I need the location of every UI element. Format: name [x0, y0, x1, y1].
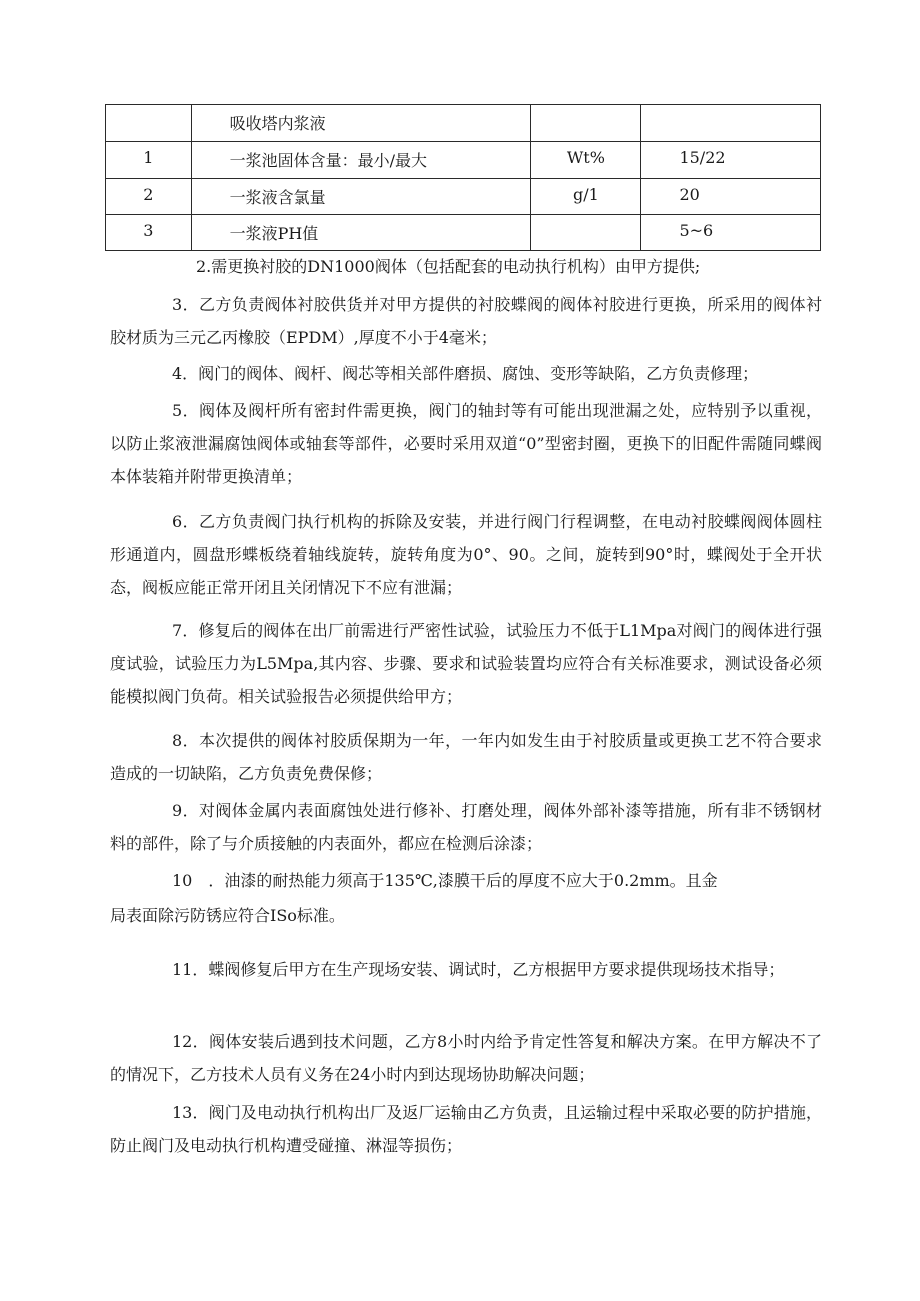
value-cell: [641, 105, 821, 142]
value-cell: 20: [641, 179, 821, 215]
clause-3: 3．乙方负责阀体衬胶供货并对甲方提供的衬胶蝶阀的阀体衬胶进行更换，所采用的阀体衬胶材质为三元乙丙橡胶（EPDM）,厚度不小于4毫米；: [110, 295, 822, 347]
unit-cell: Wt%: [531, 142, 641, 179]
clause-2: 2.需更换衬胶的DN1000阀体（包括配套的电动执行机构）由甲方提供;: [196, 257, 701, 276]
value-cell: 15/22: [641, 142, 821, 179]
item-cell: 一浆池固体含量：最小/最大: [191, 142, 531, 179]
clause-6: 6．乙方负责阀门执行机构的拆除及安装，并进行阀门行程调整，在电动衬胶蝶阀阀体圆柱形通道内，圆盘形蝶板绕着轴线旋转，旋转角度为0°、90。之间，旋转到90°时，蝶阀处于全开状态，阀板应能正常开闭且关闭情况下不应有泄漏；: [110, 512, 822, 597]
unit-cell: [531, 215, 641, 251]
slurry-spec-table: [105, 104, 821, 251]
clause-8: 8．本次提供的阀体衬胶质保期为一年，一年内如发生由于衬胶质量或更换工艺不符合要求造成的一切缺陷，乙方负责免费保修；: [110, 731, 822, 783]
table-row: [106, 215, 821, 251]
clause-7: 7．修复后的阀体在出厂前需进行严密性试验，试验压力不低于L1Mpa对阀门的阀体进行强度试验，试验压力为L5Mpa,其内容、步骤、要求和试验装置均应符合有关标准要求，测试设备必须能模拟阀门负荷。相关试验报告必须提供给甲方；: [110, 621, 822, 706]
clause-11: 11．蝶阀修复后甲方在生产现场安装、调试时，乙方根据甲方要求提供现场技术指导；: [172, 960, 785, 979]
item-cell: 一浆液含氯量: [191, 179, 531, 215]
item-cell: 吸收塔内浆液: [191, 105, 531, 142]
row-number-cell: 2: [106, 179, 192, 215]
item-cell: 一浆液PH值: [191, 215, 531, 251]
table-row: [106, 142, 821, 179]
table-row: [106, 179, 821, 215]
unit-cell: g/1: [531, 179, 641, 215]
unit-cell: [531, 105, 641, 142]
row-number-cell: 3: [106, 215, 192, 251]
clause-12: 12．阀体安装后遇到技术问题，乙方8小时内给予肯定性答复和解决方案。在甲方解决不了的情况下，乙方技术人员有义务在24小时内到达现场协助解决问题；: [110, 1032, 822, 1084]
clause-4: 4．阀门的阀体、阀杆、阀芯等相关部件磨损、腐蚀、变形等缺陷，乙方负责修理；: [172, 364, 759, 383]
table-row: [106, 105, 821, 142]
row-number-cell: [106, 105, 192, 142]
clause-10-line-1: 10 ．油漆的耐热能力须高于135℃,漆膜干后的厚度不应大于0.2mm。且金: [172, 871, 718, 890]
clause-9: 9．对阀体金属内表面腐蚀处进行修补、打磨处理，阀体外部补漆等措施，所有非不锈钢材料的部件，除了与介质接触的内表面外，都应在检测后涂漆；: [110, 801, 822, 853]
clause-13: 13．阀门及电动执行机构出厂及返厂运输由乙方负责，且运输过程中采取必要的防护措施，防止阀门及电动执行机构遭受碰撞、淋湿等损伤；: [110, 1103, 822, 1155]
clause-5: 5．阀体及阀杆所有密封件需更换，阀门的轴封等有可能出现泄漏之处，应特别予以重视，以防止浆液泄漏腐蚀阀体或轴套等部件，必要时采用双道“0”型密封圈，更换下的旧配件需随同蝶阀本体装箱并附带更换清单；: [110, 401, 822, 486]
value-cell: 5~6: [641, 215, 821, 251]
clause-10-line-2: 局表面除污防锈应符合ISo标准。: [110, 906, 345, 925]
row-number-cell: 1: [106, 142, 192, 179]
